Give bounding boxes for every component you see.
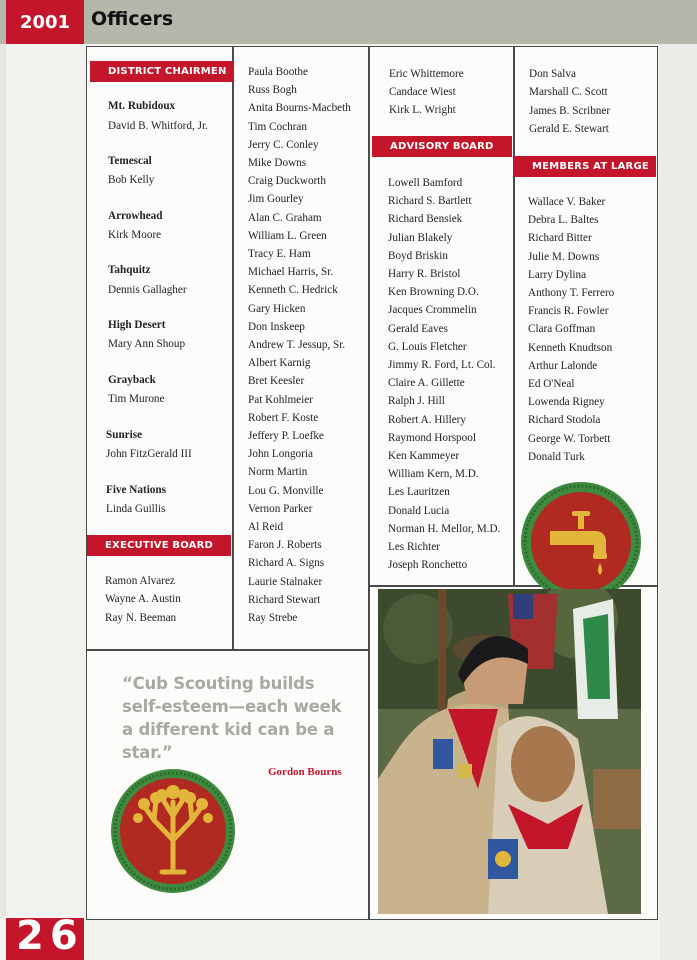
chairman-name: Tim Murone [108, 393, 165, 405]
person-name: Eric Whittemore [389, 68, 464, 80]
person-name: Paula Boothe [248, 66, 308, 78]
page-left-edge [0, 44, 6, 918]
person-name: Anthony T. Ferrero [528, 287, 615, 299]
year-badge: 2001 [6, 0, 84, 44]
chairman-name: Dennis Gallagher [108, 284, 187, 296]
chairman-name: Kirk Moore [108, 229, 162, 241]
person-name: Jeffery P. Loefke [248, 430, 324, 442]
person-name: Gerald Eaves [388, 322, 448, 335]
person-name: Norman H. Mellor, M.D. [388, 522, 501, 535]
person-name: Laurie Stalnaker [248, 575, 323, 588]
person-name: Ken Kammeyer [388, 450, 460, 462]
chairman-name: Linda Guillis [106, 503, 166, 515]
person-name: Vernon Parker [248, 502, 313, 515]
district-name: Grayback [108, 374, 156, 386]
person-name: Richard S. Bartlett [388, 195, 472, 208]
person-name: Ken Browning D.O. [388, 286, 479, 299]
chairman-name: Bob Kelly [108, 174, 155, 186]
person-name: Robert F. Koste [248, 411, 319, 424]
person-name: Richard Stewart [248, 593, 321, 606]
district-name: Tahquitz [108, 264, 151, 276]
person-name: Lowenda Rigney [528, 396, 605, 409]
district-name: Sunrise [106, 429, 143, 441]
scouts-photo [378, 589, 641, 914]
person-name: Candace Wiest [389, 85, 456, 98]
person-name: Kenneth C. Hedrick [248, 284, 338, 297]
advisory-board-label: ADVISORY BOARD [372, 136, 512, 157]
person-name: Wayne A. Austin [105, 593, 181, 606]
person-name: Don Inskeep [248, 320, 305, 333]
person-name: Gerald E. Stewart [529, 122, 609, 135]
person-name: William L. Green [248, 229, 327, 242]
person-name: Les Richter [388, 541, 440, 553]
person-name: Larry Dylina [528, 268, 587, 281]
person-name: John Longoria [248, 448, 313, 461]
tree-merit-badge-icon [110, 768, 236, 894]
person-name: Francis R. Fowler [528, 305, 609, 318]
page-right-edge [660, 44, 697, 960]
person-name: Julie M. Downs [528, 250, 600, 263]
person-name: Anita Bourns-Macbeth [248, 102, 351, 115]
person-name: Faron J. Roberts [248, 539, 322, 552]
person-name: Michael Harris, Sr. [248, 266, 334, 279]
person-name: Richard Bitter [528, 232, 592, 245]
person-name: Arthur Lalonde [528, 359, 598, 372]
person-name: Raymond Horspool [388, 431, 476, 444]
person-name: Alan C. Graham [248, 211, 322, 224]
person-name: Lowell Bamford [388, 177, 463, 189]
person-name: Richard Stodola [528, 414, 601, 427]
executive-board-label: EXECUTIVE BOARD [87, 535, 231, 556]
district-name: Arrowhead [108, 210, 163, 222]
district-name: Five Nations [106, 484, 166, 496]
person-name: Donald Turk [528, 450, 585, 463]
district-chairmen-label: DISTRICT CHAIRMEN [90, 61, 234, 82]
quote-author: Gordon Bourns [268, 766, 342, 778]
district-name: High Desert [108, 319, 166, 331]
person-name: Gary Hicken [248, 302, 306, 315]
person-name: Boyd Briskin [388, 249, 448, 262]
person-name: Robert A. Hillery [388, 413, 466, 426]
person-name: Jerry C. Conley [248, 138, 319, 151]
person-name: Lou G. Monville [248, 484, 324, 497]
pull-quote: “Cub Scouting builds self-esteem—each week a different kid can be a star.” [122, 674, 342, 762]
chairman-name: David B. Whitford, Jr. [108, 120, 208, 132]
person-name: Marshall C. Scott [529, 86, 608, 99]
person-name: Jim Gourley [248, 193, 304, 206]
members-at-large-label: MEMBERS AT LARGE [514, 156, 656, 177]
person-name: Al Reid [248, 521, 284, 533]
person-name: Pat Kohlmeier [248, 393, 313, 406]
person-name: Wallace V. Baker [528, 196, 606, 208]
page-title: Officers [91, 8, 174, 30]
person-name: Julian Blakely [388, 231, 453, 244]
person-name: James B. Scribner [529, 104, 611, 117]
person-name: Jacques Crommelin [388, 304, 477, 317]
chairman-name: John FitzGerald III [106, 448, 192, 460]
page-number: 26 [16, 913, 84, 959]
person-name: Craig Duckworth [248, 175, 326, 188]
person-name: Kirk L. Wright [389, 103, 456, 116]
person-name: Ray N. Beeman [105, 611, 177, 624]
person-name: Donald Lucia [388, 504, 450, 517]
person-name: Andrew T. Jessup, Sr. [248, 339, 346, 351]
district-name: Temescal [108, 155, 152, 167]
person-name: Don Salva [529, 68, 576, 80]
person-name: Kenneth Knudtson [528, 341, 613, 354]
chairman-name: Mary Ann Shoup [108, 338, 186, 350]
person-name: Ed O'Neal [528, 378, 575, 390]
person-name: Albert Karnig [248, 357, 311, 370]
person-name: Ray Strebe [248, 612, 298, 624]
person-name: Harry R. Bristol [388, 268, 461, 280]
person-name: Tracy E. Ham [248, 248, 311, 260]
person-name: Les Lauritzen [388, 486, 450, 499]
person-name: Ralph J. Hill [388, 395, 445, 408]
person-name: Jimmy R. Ford, Lt. Col. [388, 359, 496, 371]
person-name: Norm Martin [248, 466, 308, 479]
person-name: Debra L. Baltes [528, 214, 599, 227]
person-name: Clara Goffman [528, 323, 596, 336]
person-name: Joseph Ronchetto [388, 559, 468, 572]
person-name: G. Louis Fletcher [388, 340, 467, 353]
person-name: Russ Bogh [248, 84, 297, 97]
person-name: Tim Cochran [248, 120, 307, 133]
person-name: William Kern, M.D. [388, 468, 479, 481]
person-name: Richard Bensiek [388, 213, 463, 226]
person-name: Claire A. Gillette [388, 377, 465, 390]
person-name: George W. Torbett [528, 432, 611, 445]
person-name: Mike Downs [248, 157, 307, 169]
person-name: Ramon Alvarez [105, 575, 175, 587]
faucet-merit-badge-icon [520, 481, 642, 603]
district-name: Mt. Rubidoux [108, 100, 176, 112]
person-name: Bret Keesler [248, 375, 305, 388]
person-name: Richard A. Signs [248, 557, 325, 570]
